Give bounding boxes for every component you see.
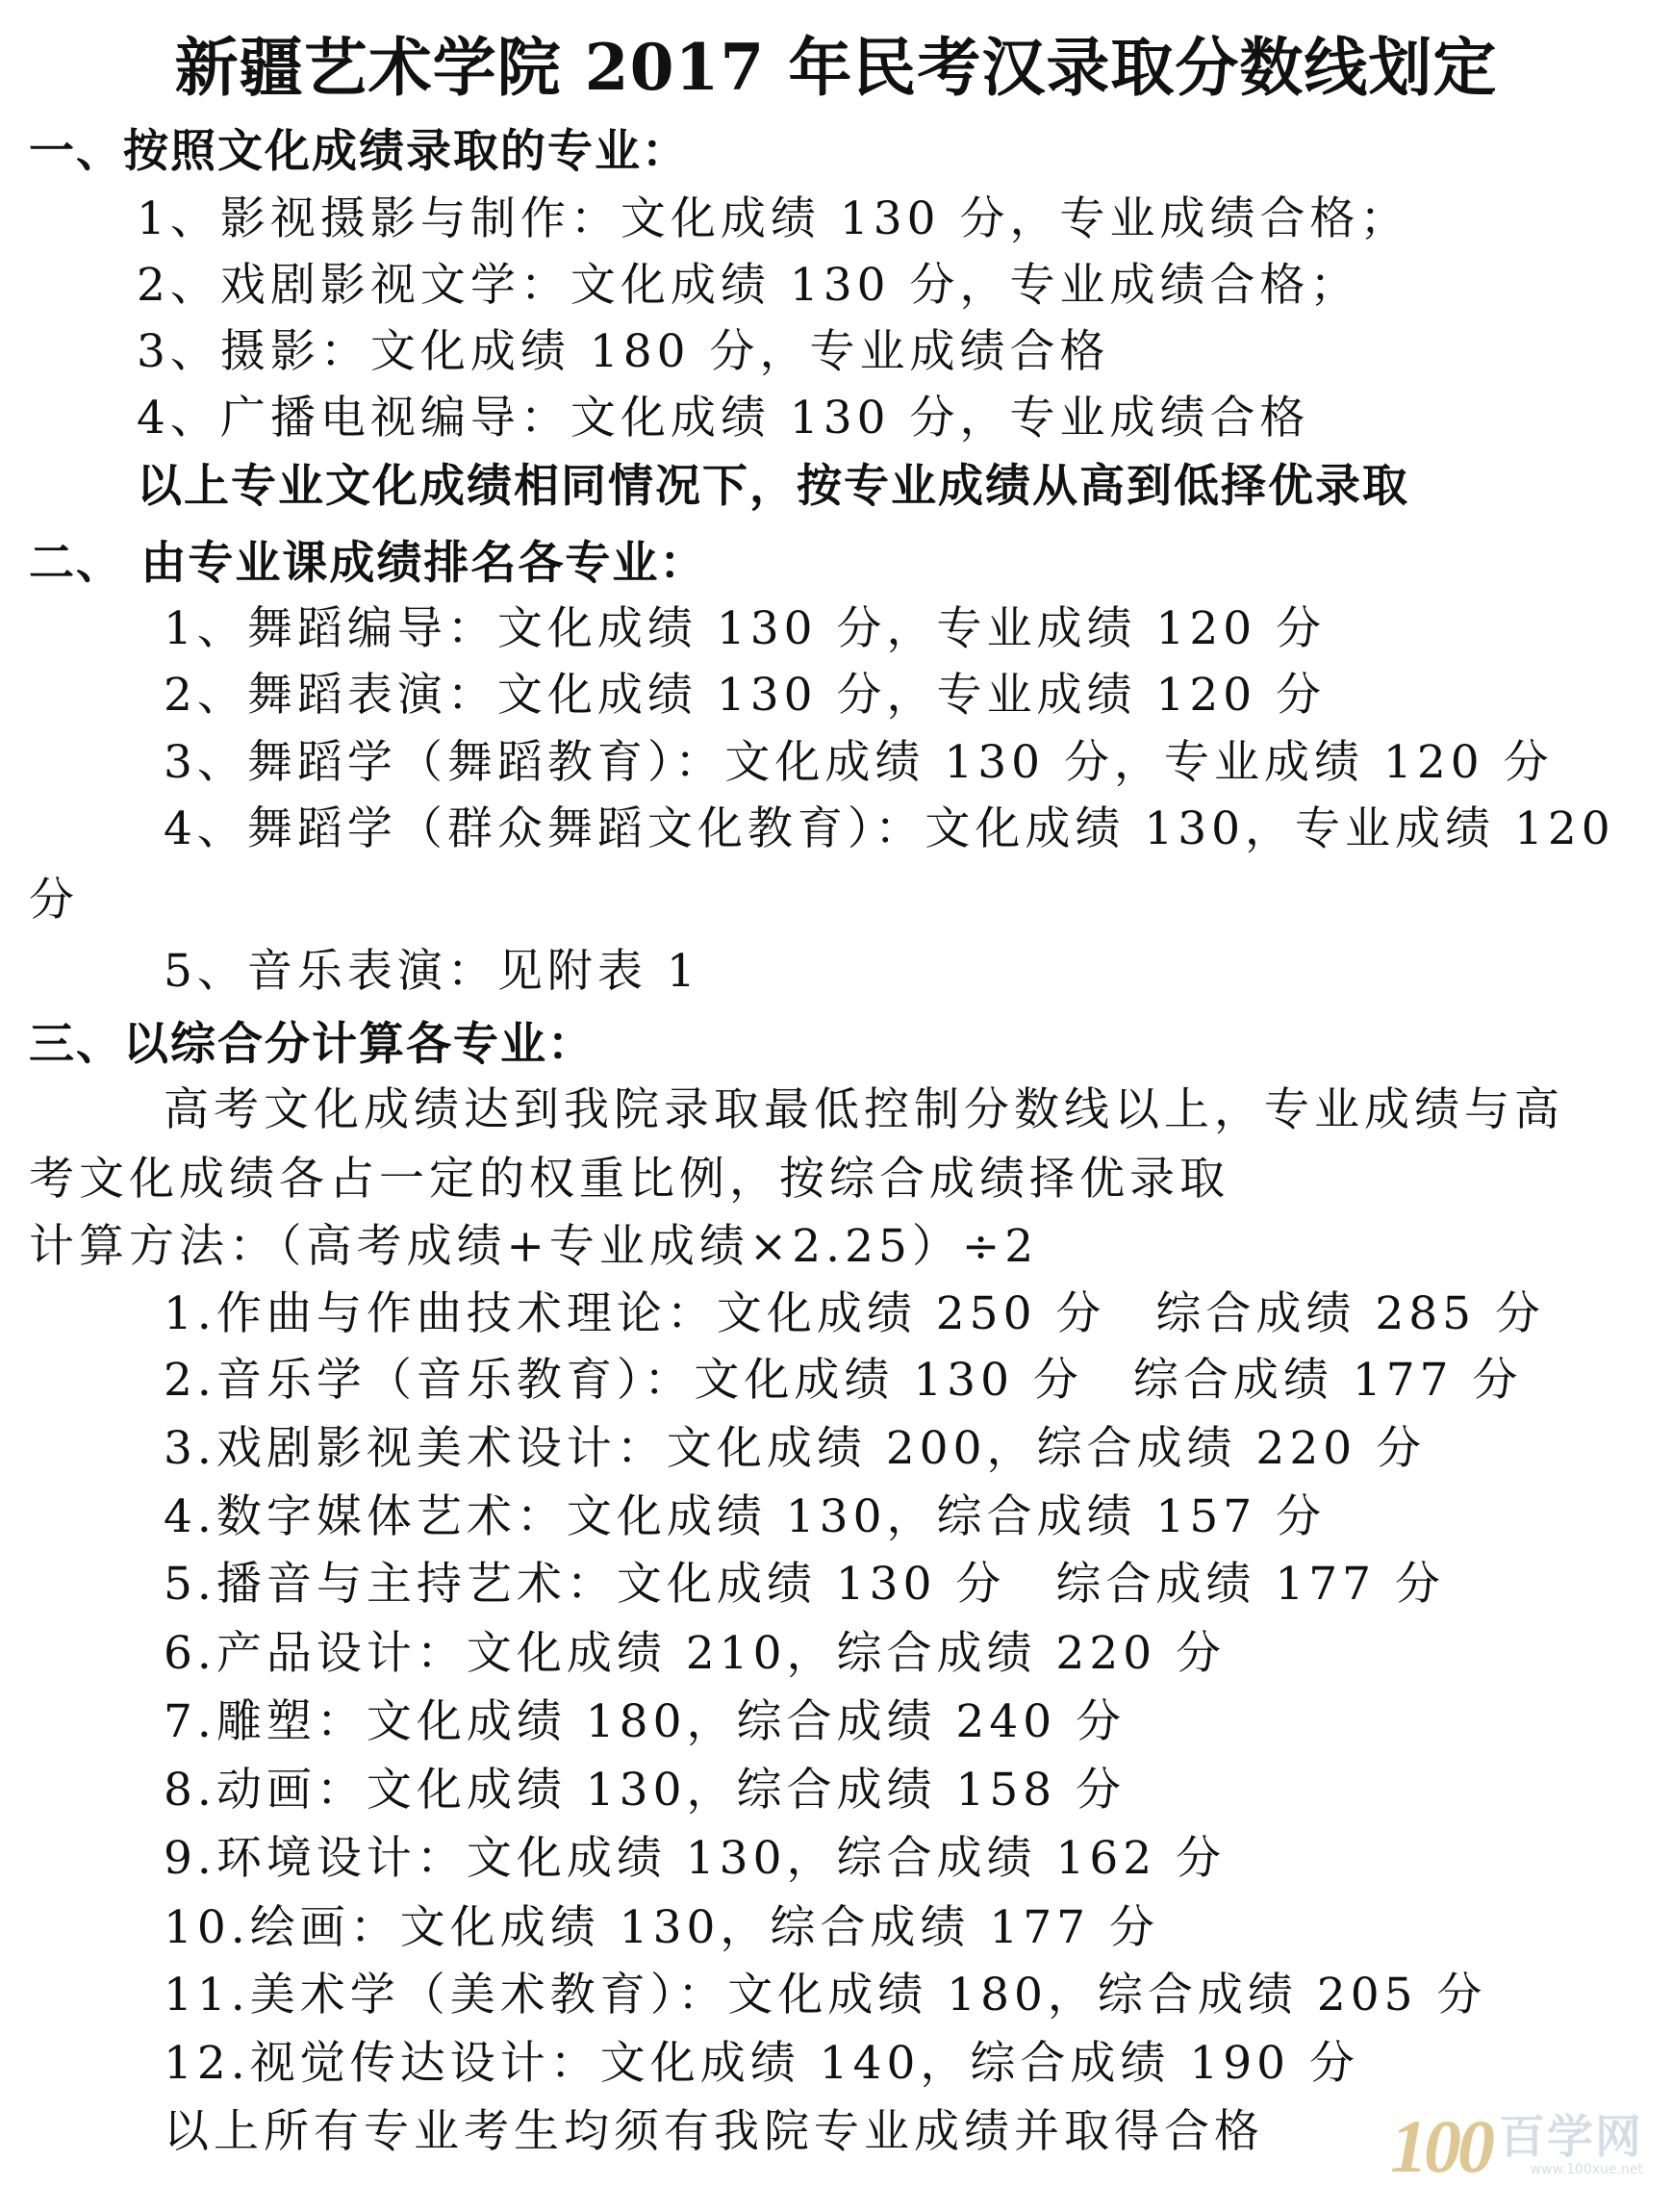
watermark-site-name: 百学网 [1498, 2110, 1643, 2164]
section3-item-5: 5.播音与主持艺术：文化成绩 130 分 综合成绩 177 分 [164, 1558, 1446, 1611]
watermark-text-group [1499, 2112, 1643, 2177]
section3-item-7: 7.雕塑：文化成绩 180，综合成绩 240 分 [164, 1695, 1127, 1748]
section1-heading: 一、按照文化成绩录取的专业： [29, 125, 689, 178]
document-title: 新疆艺术学院 2017 年民考汉录取分数线划定 [174, 30, 1498, 105]
section3-item-4: 4.数字媒体艺术：文化成绩 130，综合成绩 157 分 [164, 1490, 1327, 1543]
section1-item-2: 2、戏剧影视文学：文化成绩 130 分，专业成绩合格； [137, 259, 1360, 312]
section3-formula: 计算方法：（高考成绩+专业成绩×2.25）÷2 [29, 1220, 1039, 1273]
section1-item-1: 1、影视摄影与制作：文化成绩 130 分，专业成绩合格； [137, 192, 1410, 245]
section2-item-1: 1、舞蹈编导：文化成绩 130 分，专业成绩 120 分 [164, 602, 1327, 655]
section3-item-1: 1.作曲与作曲技术理论：文化成绩 250 分 综合成绩 285 分 [164, 1287, 1546, 1340]
section3-item-9: 9.环境设计：文化成绩 130，综合成绩 162 分 [164, 1832, 1227, 1885]
watermark-logo: 100 [1389, 2104, 1491, 2188]
section3-item-8: 8.动画：文化成绩 130，综合成绩 158 分 [164, 1764, 1127, 1817]
section3-item-12: 12.视觉传达设计：文化成绩 140，综合成绩 190 分 [164, 2037, 1359, 2090]
section3-item-6: 6.产品设计：文化成绩 210，综合成绩 220 分 [164, 1627, 1227, 1680]
section3-item-2: 2.音乐学（音乐教育）：文化成绩 130 分 综合成绩 177 分 [164, 1354, 1523, 1407]
section3-footer: 以上所有专业考生均须有我院专业成绩并取得合格 [164, 2105, 1264, 2158]
section3-item-11: 11.美术学（美术教育）：文化成绩 180，综合成绩 205 分 [164, 1969, 1487, 2021]
section3-item-3: 3.戏剧影视美术设计：文化成绩 200，综合成绩 220 分 [164, 1422, 1427, 1475]
section2-item-3: 3、舞蹈学（舞蹈教育）：文化成绩 130 分，专业成绩 120 分 [164, 736, 1554, 789]
watermark-url: www.100xue.net [1530, 2162, 1643, 2177]
section1-item-3: 3、摄影：文化成绩 180 分，专业成绩合格 [137, 325, 1110, 378]
watermark [1389, 2104, 1643, 2188]
section3-intro-2: 考文化成绩各占一定的权重比例，按综合成绩择优录取 [29, 1153, 1229, 1206]
section2-item-4: 4、舞蹈学（群众舞蹈文化教育）：文化成绩 130，专业成绩 120 [164, 802, 1615, 855]
section2-item-5: 5、音乐表演：见附表 1 [164, 945, 700, 998]
section2-heading: 二、 由专业课成绩排名各专业： [29, 537, 707, 590]
section3-intro-1: 高考文化成绩达到我院录取最低控制分数线以上，专业成绩与高 [164, 1083, 1564, 1136]
section1-item-4: 4、广播电视编导：文化成绩 130 分，专业成绩合格 [137, 392, 1310, 445]
section2-item-2: 2、舞蹈表演：文化成绩 130 分，专业成绩 120 分 [164, 669, 1327, 722]
section1-note: 以上专业文化成绩相同情况下，按专业成绩从高到低择优录取 [137, 460, 1409, 513]
section3-item-10: 10.绘画：文化成绩 130，综合成绩 177 分 [164, 1901, 1159, 1954]
section3-heading: 三、以综合分计算各专业： [29, 1018, 595, 1071]
section2-item-4-wrap: 分 [29, 874, 79, 927]
